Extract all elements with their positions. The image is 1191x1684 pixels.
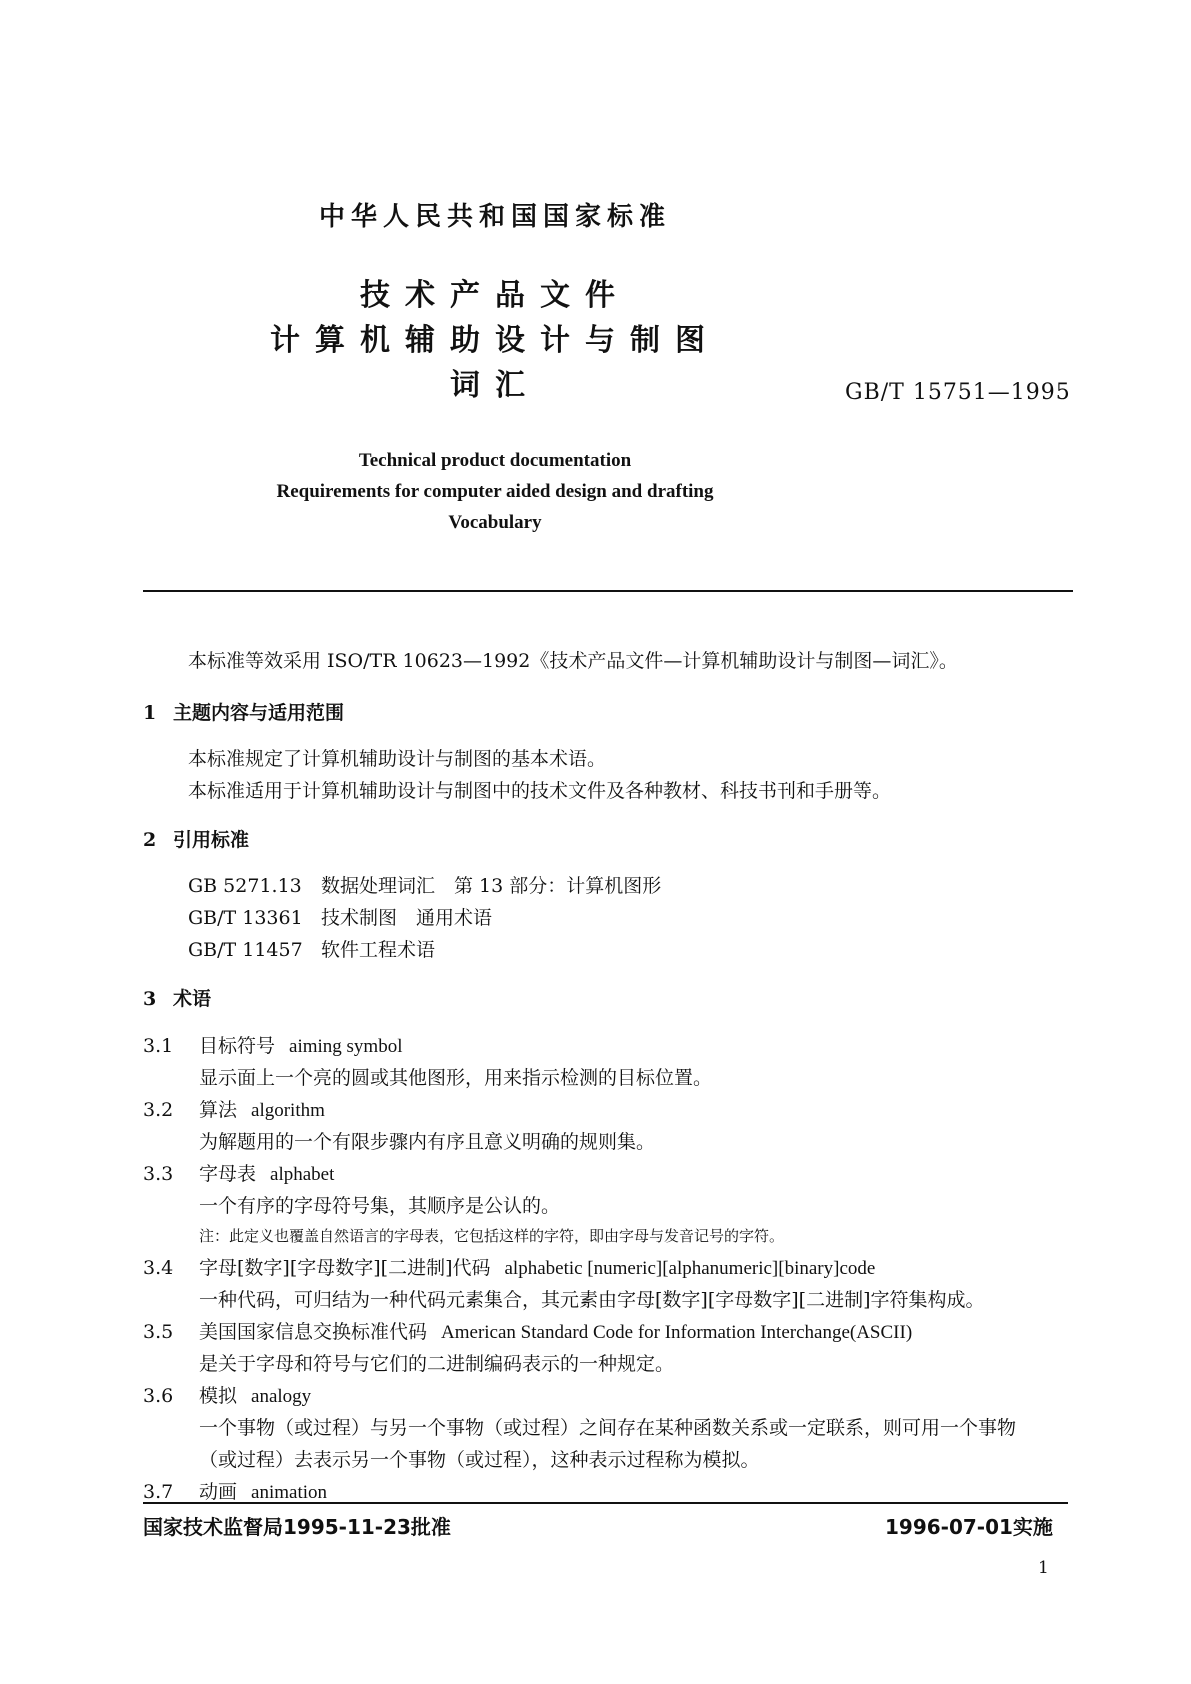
term-number: 3.7 (143, 1481, 174, 1503)
term-3-6-heading (143, 1381, 311, 1408)
term-en: animation (251, 1482, 327, 1503)
section-1-line-2: 本标准适用于计算机辅助设计与制图中的技术文件及各种教材、科技书刊和手册等。 (188, 780, 892, 802)
section-3-title: 术语 (173, 988, 212, 1010)
term-3-3-heading (143, 1159, 334, 1186)
reference-title: 软件工程术语 (321, 939, 436, 961)
reference-code: GB/T 11457 (188, 939, 303, 961)
term-zh: 动画 (199, 1481, 238, 1503)
term-3-4-definition: 一种代码，可归结为一种代码元素集合，其元素由字母[数字][字母数字][二进制]字符集构成。 (199, 1289, 985, 1311)
term-zh: 美国国家信息交换标准代码 (199, 1321, 428, 1343)
title-en-line-1: Technical product documentation (358, 450, 632, 471)
section-2-number: 2 (143, 829, 157, 851)
title-en-line-3: Vocabulary (448, 512, 542, 533)
term-3-5-heading (143, 1317, 912, 1344)
term-en: American Standard Code for Information Interchange(ASCII) (441, 1322, 913, 1343)
term-3-2-definition: 为解题用的一个有限步骤内有序且意义明确的规则集。 (199, 1131, 656, 1153)
section-1-title: 主题内容与适用范围 (173, 702, 345, 724)
section-1-line-1: 本标准规定了计算机辅助设计与制图的基本术语。 (188, 748, 607, 770)
term-3-2-heading (143, 1095, 325, 1122)
section-1-heading (143, 698, 344, 725)
reference-item (188, 871, 661, 898)
term-en: aiming symbol (289, 1036, 403, 1057)
title-zh-line-3: 词汇 (450, 368, 540, 403)
term-zh: 目标符号 (199, 1035, 276, 1057)
term-number: 3.6 (143, 1385, 174, 1407)
title-zh-line-1: 技术产品文件 (360, 278, 630, 313)
term-number: 3.5 (143, 1321, 174, 1343)
term-en: alphabetic [numeric][alphanumeric][binary]code (504, 1258, 876, 1279)
reference-code: GB/T 13361 (188, 907, 303, 929)
term-zh: 字母[数字][字母数字][二进制]代码 (199, 1257, 491, 1279)
approval-date: 国家技术监督局1995-11-23批准 (143, 1515, 451, 1539)
reference-item (188, 903, 492, 930)
effective-date: 1996-07-01实施 (885, 1515, 1053, 1539)
footer-divider (143, 1502, 1068, 1504)
reference-item (188, 935, 435, 962)
section-3-heading (143, 984, 211, 1011)
reference-code: GB 5271.13 (188, 875, 302, 897)
term-3-5-definition: 是关于字母和符号与它们的二进制编码表示的一种规定。 (199, 1353, 675, 1375)
term-number: 3.4 (143, 1257, 174, 1279)
term-zh: 算法 (199, 1099, 238, 1121)
title-en-line-2: Requirements for computer aided design and drafting (276, 481, 714, 502)
term-3-1-definition: 显示面上一个亮的圆或其他图形，用来指示检测的目标位置。 (199, 1067, 713, 1089)
section-3-number: 3 (143, 988, 157, 1010)
reference-title: 技术制图 通用术语 (321, 907, 493, 929)
term-number: 3.1 (143, 1035, 174, 1057)
title-zh-line-2: 计算机辅助设计与制图 (270, 323, 720, 358)
term-3-3-definition: 一个有序的字母符号集，其顺序是公认的。 (199, 1195, 561, 1217)
term-3-4-heading (143, 1253, 875, 1280)
section-1-number: 1 (143, 702, 157, 724)
page-number: 1 (1038, 1558, 1049, 1578)
section-2-title: 引用标准 (173, 829, 250, 851)
term-3-6-definition-line-1: 一个事物（或过程）与另一个事物（或过程）之间存在某种函数关系或一定联系，则可用一个事物 (199, 1417, 1017, 1439)
term-3-1-heading (143, 1031, 403, 1058)
section-2-heading (143, 825, 249, 852)
term-zh: 模拟 (199, 1385, 238, 1407)
term-en: algorithm (251, 1100, 325, 1121)
national-standard-header: 中华人民共和国国家标准 (318, 202, 671, 232)
term-3-6-definition-line-2: （或过程）去表示另一个事物（或过程），这种表示过程称为模拟。 (199, 1449, 760, 1471)
term-number: 3.2 (143, 1099, 174, 1121)
standard-number: GB/T 15751—1995 (845, 380, 1071, 405)
term-en: alphabet (270, 1164, 335, 1185)
term-zh: 字母表 (199, 1163, 257, 1185)
term-en: analogy (251, 1386, 312, 1407)
term-number: 3.3 (143, 1163, 174, 1185)
term-3-7-heading (143, 1477, 327, 1504)
intro-paragraph: 本标准等效采用 ISO/TR 10623—1992《技术产品文件—计算机辅助设计与制图—词汇》。 (188, 650, 958, 672)
reference-title: 数据处理词汇 第 13 部分：计算机图形 (321, 875, 662, 897)
term-3-3-note: 注：此定义也覆盖自然语言的字母表，它包括这样的字符，即由字母与发音记号的字符。 (199, 1227, 785, 1245)
header-divider (143, 590, 1073, 592)
